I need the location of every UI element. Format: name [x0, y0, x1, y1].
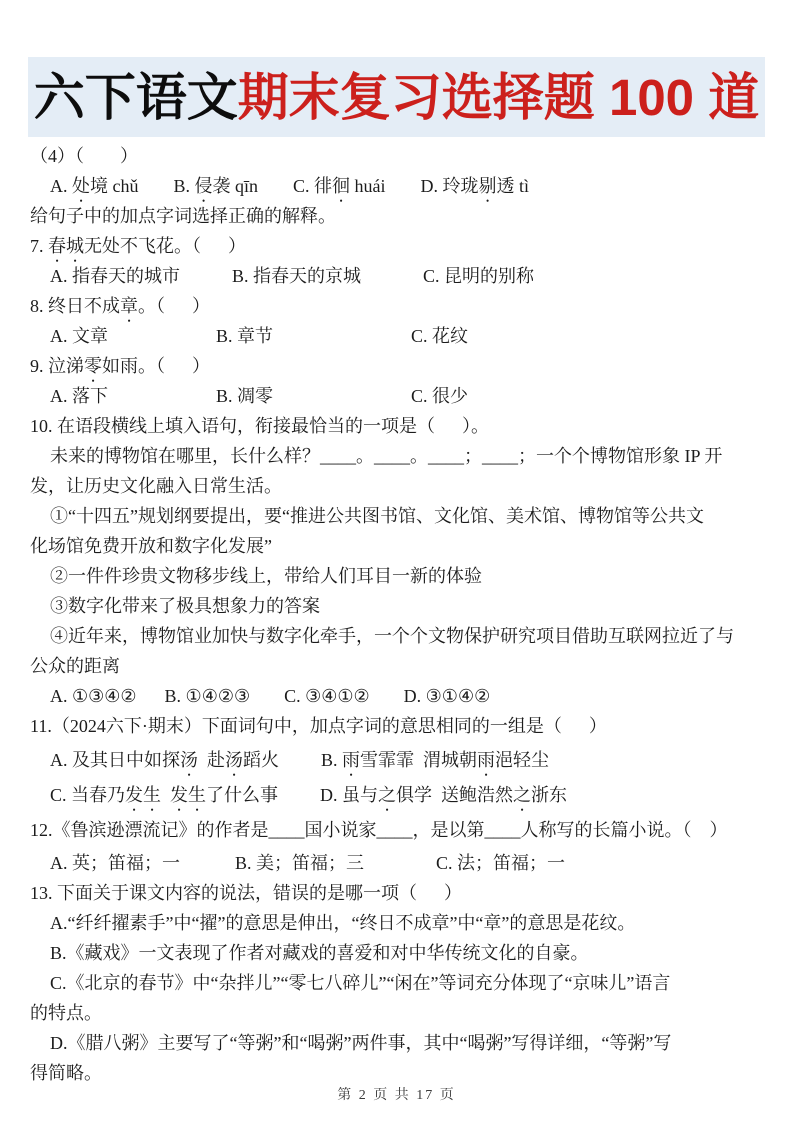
document-line — [30, 998, 765, 1028]
emphasized-text: 发生 — [125, 785, 162, 805]
text-segment: 的特点。 — [30, 1003, 102, 1023]
text-segment: 11.（2024六下·期末）下面词句中，加点字词的意思相同的一组是（ ） — [30, 716, 607, 736]
text-segment: huái — [350, 176, 386, 196]
text-segment: 得简略。 — [30, 1063, 102, 1083]
document-line — [30, 938, 765, 968]
document-line — [30, 471, 765, 501]
emphasized-text: 剔 — [478, 176, 497, 196]
text-segment: B. — [173, 176, 195, 196]
document-line — [30, 171, 765, 201]
emphasized-text: 汤 — [180, 750, 198, 770]
text-segment: 12.《鲁滨逊漂流记》的作者是____国小说家____，是以第____人称写的长篇小说。（ ） — [30, 820, 728, 840]
document-line — [30, 815, 765, 845]
text-segment: D. 虽与 — [320, 785, 379, 805]
emphasized-text: 雨 — [342, 750, 361, 770]
text-segment: 未来的博物馆在哪里，长什么样？____。____。____；____；一个个博物馆形象 IP 开 — [50, 446, 723, 466]
text-segment: 赴 — [198, 750, 225, 770]
text-segment: A. 英；笛福；一 — [50, 853, 180, 873]
document-line — [30, 441, 765, 471]
text-segment: 13. 下面关于课文内容的说法，错误的是哪一项（ ） — [30, 883, 462, 903]
text-segment: 化场馆免费开放和数字化发展” — [30, 536, 272, 556]
text-segment: C. 徘 — [293, 176, 333, 196]
title-banner — [28, 57, 765, 137]
text-segment: D. 玲珑 — [420, 176, 479, 196]
text-segment: 公众的距离 — [30, 656, 120, 676]
emphasized-text: 汤 — [225, 750, 243, 770]
text-segment: C.《北京的春节》中“杂拌儿”“零七八碎儿”“闲在”等词充分体现了“京味儿”语言 — [50, 973, 671, 993]
text-segment: C. 花纹 — [411, 326, 469, 346]
text-segment: 袭 qīn — [212, 176, 259, 196]
text-segment: A. 及其日中如探 — [50, 750, 180, 770]
document-line — [30, 231, 765, 261]
text-segment: 境 chǔ — [90, 176, 139, 196]
document-line — [30, 141, 765, 171]
text-segment: B. — [321, 750, 343, 770]
text-segment: ②一件件珍贵文物移步线上，带给人们耳目一新的体验 — [50, 566, 482, 586]
emphasized-text: 之 — [378, 785, 397, 805]
document-line — [30, 351, 765, 381]
document-line — [30, 651, 765, 681]
text-segment: C. 很少 — [411, 386, 469, 406]
text-segment: B. 指春天的京城 — [232, 266, 362, 286]
text-segment: 。（ ） — [138, 296, 210, 316]
text-segment: 给句子中的加点字词选择正确的解释。 — [30, 206, 336, 226]
text-segment: B. 美；笛福；三 — [235, 853, 365, 873]
text-segment: A. — [50, 176, 72, 196]
text-segment: D. ③①④② — [403, 686, 491, 706]
document-line — [30, 780, 765, 810]
text-segment — [161, 785, 170, 805]
text-segment: A. 文章 — [50, 326, 108, 346]
text-segment: A.“纤纤擢素手”中“擢”的意思是伸出，“终日不成章”中“章”的意思是花纹。 — [50, 913, 636, 933]
document-line — [30, 321, 765, 351]
text-segment: C. 当春乃 — [50, 785, 126, 805]
text-segment: A. ①③④② — [50, 686, 137, 706]
text-segment: C. ③④①② — [284, 686, 370, 706]
text-segment: ④近年来，博物馆业加快与数字化牵手，一个个文物保护研究项目借助互联网拉近了与 — [50, 626, 734, 646]
text-segment: 10. 在语段横线上填入语句，衔接最恰当的一项是（ ）。 — [30, 416, 489, 436]
emphasized-text: 发生 — [170, 785, 207, 805]
document-line — [30, 621, 765, 651]
emphasized-text: 春城 — [48, 236, 84, 256]
document-line — [30, 561, 765, 591]
document-line — [30, 201, 765, 231]
document-line — [30, 711, 765, 741]
text-segment: 9. 泣涕 — [30, 356, 84, 376]
emphasized-text: 零 — [84, 356, 102, 376]
text-segment: 8. 终日不成 — [30, 296, 120, 316]
text-segment: 浙东 — [531, 785, 568, 805]
text-segment: 蹈火 — [243, 750, 279, 770]
document-line — [30, 381, 765, 411]
text-segment: B. 章节 — [216, 326, 274, 346]
text-segment: 了什么事 — [206, 785, 279, 805]
page-title-black: 六下语文 — [33, 68, 238, 126]
document-line — [30, 745, 765, 775]
document-line — [30, 411, 765, 441]
document-line — [30, 261, 765, 291]
text-segment: 7. — [30, 236, 48, 256]
text-segment: B. 凋零 — [216, 386, 274, 406]
emphasized-text: 处 — [72, 176, 90, 196]
document-line — [30, 681, 765, 711]
text-segment: A. 指春天的城市 — [50, 266, 180, 286]
emphasized-text: 章 — [120, 296, 138, 316]
document-line — [30, 501, 765, 531]
document-line — [30, 908, 765, 938]
document-line — [30, 848, 765, 878]
text-segment: 如雨。（ ） — [102, 356, 210, 376]
page-title-red: 期末复习选择题 100 道 — [237, 68, 760, 126]
text-segment: B.《藏戏》一文表现了作者对藏戏的喜爱和对中华传统文化的自豪。 — [50, 943, 589, 963]
document-line — [30, 591, 765, 621]
emphasized-text: 之 — [513, 785, 532, 805]
text-segment: C. 昆明的别称 — [423, 266, 535, 286]
text-segment: ①“十四五”规划纲要提出，要“推进公共图书馆、文化馆、美术馆、博物馆等公共文 — [50, 506, 704, 526]
text-segment: B. ①④②③ — [164, 686, 251, 706]
text-segment: D.《腊八粥》主要写了“等粥”和“喝粥”两件事，其中“喝粥”写得详细，“等粥”写 — [50, 1033, 672, 1053]
text-segment: 俱学 送鲍浩然 — [396, 785, 514, 805]
text-segment: 透 tì — [496, 176, 530, 196]
text-segment: ③数字化带来了极具想象力的答案 — [50, 596, 320, 616]
text-segment: A. 落下 — [50, 386, 108, 406]
text-segment: （4）（ ） — [30, 146, 138, 166]
emphasized-text: 雨 — [477, 750, 496, 770]
page-footer: 第 2 页 共 17 页 — [337, 1088, 456, 1103]
text-segment: 无处不飞花。（ ） — [84, 236, 246, 256]
document-line — [30, 878, 765, 908]
text-segment: 浥轻尘 — [495, 750, 550, 770]
text-segment: 发，让历史文化融入日常生活。 — [30, 476, 282, 496]
document-line — [30, 1028, 765, 1058]
text-segment: 雪霏霏 渭城朝 — [360, 750, 478, 770]
document-line — [30, 968, 765, 998]
emphasized-text: 侵 — [194, 176, 213, 196]
document-line — [30, 531, 765, 561]
document-body — [30, 141, 765, 1088]
document-line — [30, 291, 765, 321]
text-segment: C. 法；笛福；一 — [436, 853, 566, 873]
emphasized-text: 徊 — [332, 176, 351, 196]
